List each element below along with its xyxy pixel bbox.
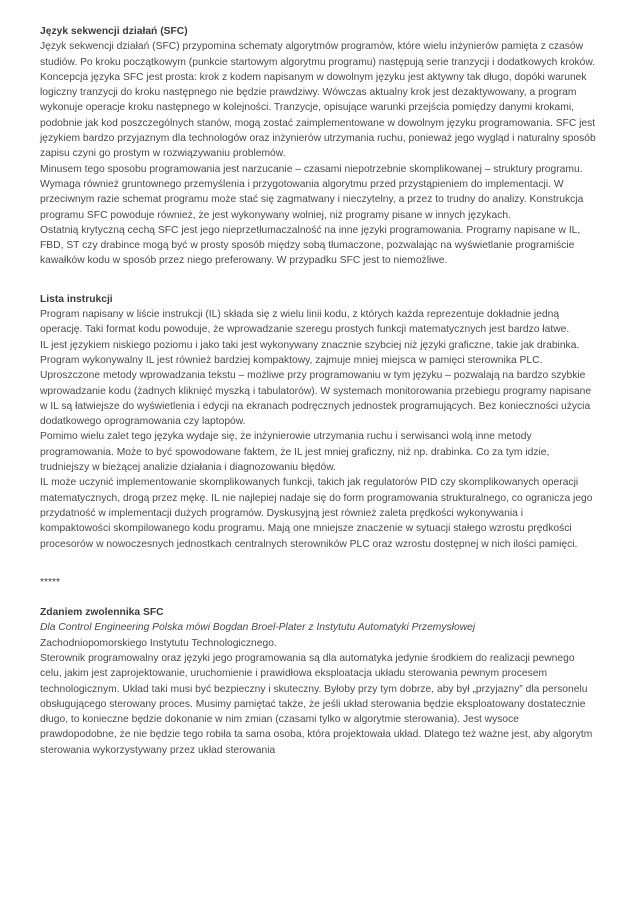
paragraph: IL jest językiem niskiego poziomu i jako taki jest wykonywany znacznie szybciej niż języki graficzne, takie jak drabinka. Program wykonywalny IL jest również bardziej kompaktowy, zajmuje mniej miejsca w pamięci sterownika PLC. Uproszczone metody wprowadzania tekstu – możliwe przy programowaniu w tym języku – pozwalają na bardzo szybkie wprowadzanie kodu (żadnych kliknięć myszką i tabulatorów). W systemach monitorowania przebiegu programy napisane w IL są łatwiejsze do wyświetlenia i edycji na ekranach podręcznych jednostek programujących. Bez konieczności użycia dodatkowego oprogramowania czy laptopów.: [40, 339, 592, 428]
paragraph: Język sekwencji działań (SFC) przypomina schematy algorytmów programów, które wielu inżynierów pamięta z czasów studiów. Po kroku początkowym (punkcie startowym algorytmu programu) następują serie tranzycji i dodatkowych kroków. Koncepcja języka SFC jest prosta: krok z kodem napisanym w dowolnym języku jest aktywny tak długo, dopóki warunek logiczny tranzycji do kroku następnego nie będzie prawdziwy. Wówczas aktualny krok jest dezaktywowany, a program wykonuje operacje kroku następnego w kolejności. Tranzycje, opisujące warunki przejścia pomiędzy danymi krokami, podobnie jak kod poszczególnych stanów, mogą zostać zaimplementowane w dowolnym języku programowania. SFC jest językiem bardzo przyjaznym dla technologów oraz inżynierów utrzymania ruchu, ponieważ jego wygląd i naturalny sposób zapisu czyni go prostym w rozwiązywaniu problemów.: [40, 41, 596, 160]
paragraph: Program napisany w liście instrukcji (IL) składa się z wielu linii kodu, z których każda reprezentuje dokładnie jedną operację. Taki format kodu powoduje, że wprowadzanie szeregu prostych funkcji matematycznych jest bardzo łatwe.: [40, 309, 570, 336]
lead-byline: Dla Control Engineering Polska mówi Bogdan Broel-Plater z Instytutu Automatyki Przemysłowej: [40, 622, 476, 634]
paragraph: Sterownik programowalny oraz języki jego programowania są dla automatyka jedynie środkiem do realizacji pewnego celu, jakim jest zaprojektowanie, uruchomienie i prawidłowa eksploatacja układu sterowania pewnym procesem technologicznym. Układ taki musi być bezpieczny i skuteczny. Byłoby przy tym dobrze, aby był „przyjazny” dla personelu obsługującego sterowany proces. Musimy pamiętać także, że jeśli układ sterowania będzie eksploatowany dostatecznie długo, to konieczne będzie dokonanie w nim zmian (czasami tylko w algorytmie sterowania). Jest wysoce prawdopodobne, że nie będzie tego robiła ta sama osoba, która projektowała układ. Dlatego też ważne jest, aby algorytm sterowania wykorzystywany przez układ sterowania: [40, 652, 593, 756]
article-content: [40, 24, 596, 758]
section-separator: *****: [40, 576, 61, 588]
section-instruction-list: [40, 292, 596, 552]
paragraph: Minusem tego sposobu programowania jest narzucanie – czasami niepotrzebnie skomplikowanej – struktury programu. Wymaga również gruntownego przemyślenia i przygotowania algorytmu przed przystąpieniem do implementacji. W przeciwnym razie schemat programu może stać się zagmatwany i nieczytelny, a przez to trudny do analizy. Konstrukcja programu SFC powoduje również, że jest wykonywany wolniej, niż programy pisane w innych językach.: [40, 163, 584, 221]
section-title: Lista instrukcji: [40, 293, 113, 305]
lead-institution: Zachodniopomorskiego Instytutu Technologicznego.: [40, 637, 277, 649]
paragraph: IL może uczynić implementowanie skomplikowanych funkcji, takich jak regulatorów PID czy skomplikowanych operacji matematycznych, drogą przez mękę. IL nie najlepiej nadaje się do form programowania strukturalnego, co ogranicza jego przydatność w implementacji dużych programów. Dyskusyjną jest również zaleta prędkości wykonywania i kompaktowości skompilowanego kodu programu. Mają one mniejsze znaczenie w sytuacji stałego wzrostu prędkości procesorów w nowoczesnych jednostkach centralnych sterowników PLC oraz wzrostu dostępnej w nich ilości pamięci.: [40, 477, 593, 550]
section-title: Język sekwencji działań (SFC): [40, 26, 188, 37]
paragraph: Pomimo wielu zalet tego języka wydaje się, że inżynierowie utrzymania ruchu i serwisanci wolą inne metody programowania. Może to być spowodowane faktem, że IL jest mniej graficzny, niż np. drabinka. Co za tym idzie, trudniejszy w bieżącej analizie działania i diagnozowaniu błędów.: [40, 431, 550, 474]
section-title: Zdaniem zwolennika SFC: [40, 607, 164, 619]
paragraph: Ostatnią krytyczną cechą SFC jest jego nieprzetłumaczalność na inne języki programowania. Programy napisane w IL, FBD, ST czy drabince mogą być w prosty sposób między sobą tłumaczone, pozwalając na wyświetlanie programiście kawałków kodu w sposób przez niego preferowany. W przypadku SFC jest to niemożliwe.: [40, 224, 581, 267]
section-sfc-advocate: [40, 605, 596, 758]
section-sfc: [40, 24, 596, 269]
